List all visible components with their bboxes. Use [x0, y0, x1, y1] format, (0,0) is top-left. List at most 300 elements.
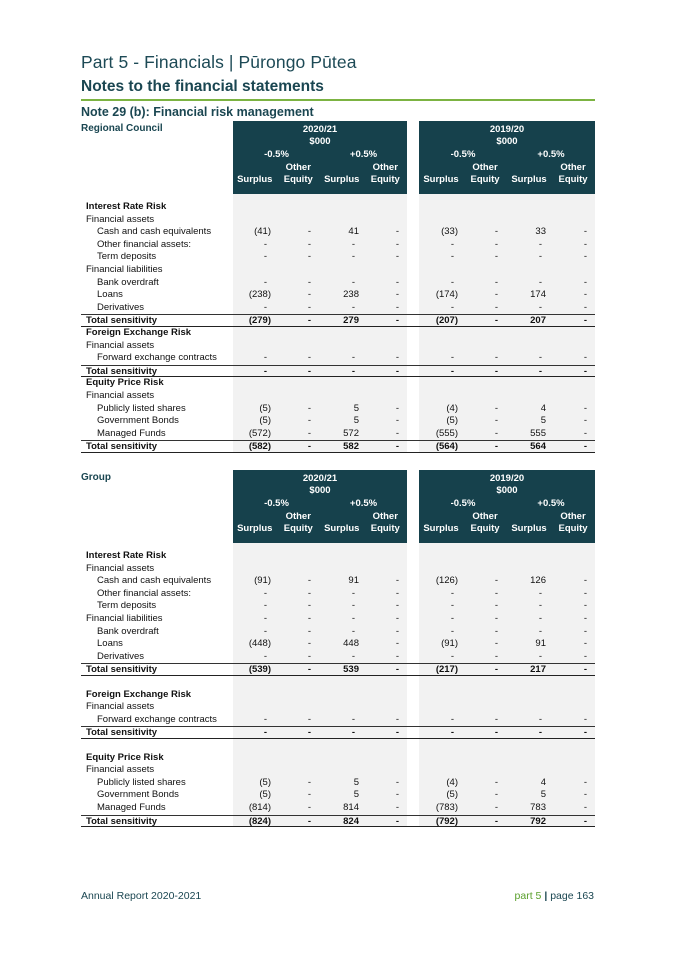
- cell-value: (207): [435, 315, 458, 327]
- cell-value: (564): [435, 441, 458, 453]
- cell-value: -: [494, 226, 498, 238]
- cell-value: -: [583, 365, 587, 377]
- cell-value: -: [307, 415, 311, 427]
- cell-value: -: [538, 238, 542, 250]
- cell-value: -: [583, 789, 587, 801]
- unit-label: $000: [309, 136, 331, 147]
- cell-value: -: [583, 638, 587, 650]
- cell-value: -: [583, 402, 587, 414]
- row-label: Total sensitivity: [86, 664, 158, 676]
- cell-value: -: [307, 575, 311, 587]
- row-label: Financial assets: [86, 339, 155, 351]
- plus-label: +0.5%: [537, 498, 565, 509]
- cell-value: -: [351, 276, 355, 288]
- section-title: Notes to the financial statements: [81, 78, 324, 95]
- cell-value: -: [583, 238, 587, 250]
- table-row: [81, 651, 595, 663]
- cell-value: -: [307, 226, 311, 238]
- cell-value: -: [450, 587, 454, 599]
- page-title: Part 5 - Financials | Pūrongo Pūtea: [81, 52, 357, 72]
- entity-label: Regional Council: [81, 123, 163, 134]
- other-label: Other: [372, 162, 398, 173]
- table-row: [81, 626, 595, 638]
- cell-value: 555: [530, 427, 546, 439]
- table-row: [81, 588, 595, 600]
- cell-value: 564: [530, 441, 546, 453]
- other-label: Other: [285, 162, 311, 173]
- cell-value: -: [395, 664, 399, 676]
- cell-value: -: [395, 301, 399, 313]
- row-label: Equity Price Risk: [86, 751, 164, 763]
- cell-value: -: [351, 301, 355, 313]
- cell-value: -: [307, 301, 311, 313]
- group-label-row: [81, 764, 595, 776]
- cell-value: 279: [343, 315, 359, 327]
- cell-value: -: [583, 441, 587, 453]
- cell-value: -: [307, 713, 311, 725]
- cell-value: -: [395, 600, 399, 612]
- note-title: Note 29 (b): Financial risk management: [81, 105, 314, 119]
- equity-label: Equity: [470, 174, 500, 185]
- cell-value: -: [395, 276, 399, 288]
- cell-value: -: [395, 427, 399, 439]
- other-label: Other: [472, 511, 498, 522]
- table-row: [81, 428, 595, 440]
- title-divider: [81, 99, 595, 101]
- row-label: Term deposits: [97, 600, 157, 612]
- cell-value: 792: [530, 815, 546, 827]
- cell-value: -: [395, 776, 399, 788]
- cell-value: -: [583, 289, 587, 301]
- cell-value: -: [494, 402, 498, 414]
- equity-label: Equity: [558, 174, 588, 185]
- cell-value: (4): [446, 776, 458, 788]
- cell-value: -: [263, 352, 267, 364]
- table-row: [81, 789, 595, 801]
- cell-value: -: [395, 650, 399, 662]
- risk-heading: [81, 377, 595, 389]
- cell-value: -: [395, 289, 399, 301]
- cell-value: -: [583, 276, 587, 288]
- cell-value: -: [494, 789, 498, 801]
- cell-value: -: [395, 727, 399, 739]
- row-label: Forward exchange contracts: [97, 352, 217, 364]
- cell-value: -: [263, 625, 267, 637]
- cell-value: (814): [248, 802, 271, 813]
- plus-label: +0.5%: [537, 149, 565, 160]
- cell-value: -: [395, 226, 399, 238]
- surplus-header: Surplus: [423, 523, 459, 534]
- other-equity-header: [364, 511, 408, 535]
- other-equity-header: [463, 162, 507, 186]
- table-row: [81, 600, 595, 612]
- cell-value: -: [494, 625, 498, 637]
- cell-value: -: [450, 276, 454, 288]
- cell-value: -: [307, 638, 311, 650]
- cell-value: -: [351, 713, 355, 725]
- column-header-prior-year: [419, 470, 595, 543]
- risk-heading: [81, 752, 595, 764]
- cell-value: -: [307, 352, 311, 364]
- cell-value: -: [494, 301, 498, 313]
- row-label: Government Bonds: [97, 415, 179, 427]
- other-label: Other: [472, 162, 498, 173]
- table-row: [81, 251, 595, 263]
- cell-value: -: [307, 587, 311, 599]
- cell-value: -: [307, 365, 311, 377]
- row-label: Bank overdraft: [97, 276, 159, 288]
- cell-value: -: [583, 815, 587, 827]
- surplus-header: Surplus: [237, 174, 273, 185]
- other-label: Other: [560, 511, 586, 522]
- total-row: [81, 663, 595, 675]
- cell-value: -: [583, 315, 587, 327]
- cell-value: (5): [446, 789, 458, 801]
- group-label-row: [81, 613, 595, 625]
- cell-value: 91: [348, 575, 359, 587]
- row-label: Financial assets: [86, 213, 155, 225]
- cell-value: -: [307, 402, 311, 414]
- cell-value: -: [494, 315, 498, 327]
- cell-value: -: [450, 251, 454, 263]
- cell-value: -: [494, 251, 498, 263]
- cell-value: -: [395, 365, 399, 377]
- cell-value: -: [538, 625, 542, 637]
- cell-value: -: [494, 575, 498, 587]
- cell-value: -: [538, 587, 542, 599]
- table-row: [81, 638, 595, 650]
- equity-label: Equity: [283, 523, 313, 534]
- cell-value: -: [583, 776, 587, 788]
- cell-value: (555): [435, 427, 458, 439]
- cell-value: -: [494, 238, 498, 250]
- cell-value: (174): [435, 289, 458, 301]
- cell-value: -: [307, 427, 311, 439]
- cell-value: -: [395, 315, 399, 327]
- risk-heading: [81, 550, 595, 562]
- cell-value: -: [583, 427, 587, 439]
- cell-value: -: [395, 789, 399, 801]
- cell-value: -: [494, 427, 498, 439]
- row-label: Other financial assets:: [97, 238, 191, 250]
- cell-value: -: [395, 638, 399, 650]
- table-row: [81, 714, 595, 726]
- cell-value: -: [538, 251, 542, 263]
- row-label: Total sensitivity: [86, 727, 158, 739]
- cell-value: -: [538, 365, 542, 377]
- year-label: 2020/21: [302, 473, 338, 484]
- minus-label: -0.5%: [264, 498, 289, 509]
- cell-value: -: [307, 238, 311, 250]
- other-equity-header: [277, 162, 321, 186]
- cell-value: 207: [530, 315, 546, 327]
- cell-value: (91): [441, 638, 458, 650]
- cell-value: -: [395, 613, 399, 624]
- cell-value: -: [583, 625, 587, 637]
- cell-value: 33: [535, 226, 546, 238]
- cell-value: -: [583, 713, 587, 725]
- unit-label: $000: [309, 485, 331, 496]
- cell-value: (5): [259, 415, 271, 427]
- cell-value: (5): [259, 789, 271, 801]
- cell-value: (792): [435, 815, 458, 827]
- cell-value: 824: [343, 815, 359, 827]
- cell-value: (5): [259, 402, 271, 414]
- cell-value: -: [538, 713, 542, 725]
- row-label: Interest Rate Risk: [86, 550, 167, 561]
- cell-value: -: [583, 587, 587, 599]
- unit-label: $000: [496, 485, 518, 496]
- cell-value: 174: [530, 289, 546, 301]
- cell-value: 582: [343, 441, 359, 453]
- cell-value: (783): [435, 802, 458, 813]
- year-label: 2020/21: [302, 124, 338, 135]
- cell-value: -: [450, 365, 454, 377]
- column-header-current-year: [233, 121, 407, 194]
- table-row: [81, 302, 595, 314]
- row-label: Publicly listed shares: [97, 776, 186, 788]
- row-label: Total sensitivity: [86, 365, 158, 377]
- cell-value: -: [450, 727, 454, 739]
- cell-value: -: [538, 301, 542, 313]
- cell-value: 783: [530, 802, 546, 813]
- risk-heading: [81, 327, 595, 339]
- cell-value: -: [538, 352, 542, 364]
- footer-page-ref: [515, 890, 594, 902]
- row-label: Foreign Exchange Risk: [86, 327, 192, 338]
- cell-value: (217): [435, 664, 458, 676]
- cell-value: -: [494, 650, 498, 662]
- row-label: Interest Rate Risk: [86, 201, 167, 212]
- row-label: Financial liabilities: [86, 613, 163, 624]
- cell-value: -: [263, 727, 267, 739]
- minus-label: -0.5%: [264, 149, 289, 160]
- surplus-header: Surplus: [324, 523, 360, 534]
- cell-value: -: [538, 276, 542, 288]
- plus-label: +0.5%: [349, 149, 378, 160]
- cell-value: -: [351, 365, 355, 377]
- cell-value: -: [351, 587, 355, 599]
- cell-value: (572): [248, 427, 271, 439]
- cell-value: -: [494, 802, 498, 813]
- cell-value: 217: [530, 664, 546, 676]
- cell-value: -: [583, 415, 587, 427]
- cell-value: (33): [441, 226, 458, 238]
- cell-value: -: [307, 289, 311, 301]
- cell-value: 5: [353, 789, 359, 801]
- cell-value: -: [450, 625, 454, 637]
- cell-value: -: [583, 251, 587, 263]
- cell-value: -: [583, 802, 587, 813]
- cell-value: -: [263, 587, 267, 599]
- cell-value: (824): [248, 815, 271, 827]
- row-label: Financial assets: [86, 701, 155, 713]
- cell-value: (238): [248, 289, 271, 301]
- cell-value: -: [450, 301, 454, 313]
- cell-value: -: [494, 815, 498, 827]
- cell-value: (5): [446, 415, 458, 427]
- total-row: [81, 314, 595, 326]
- cell-value: 5: [540, 789, 546, 801]
- cell-value: -: [307, 315, 311, 327]
- table-row: [81, 802, 595, 814]
- cell-value: (582): [248, 441, 271, 453]
- cell-value: -: [395, 575, 399, 587]
- table-row: [81, 226, 595, 238]
- cell-value: -: [583, 226, 587, 238]
- cell-value: 5: [540, 415, 546, 427]
- cell-value: -: [583, 727, 587, 739]
- cell-value: -: [307, 664, 311, 676]
- other-label: Other: [560, 162, 586, 173]
- total-row: [81, 815, 595, 827]
- group-label-row: [81, 214, 595, 226]
- council-risk-table: [81, 121, 595, 453]
- row-label: Derivatives: [97, 301, 144, 313]
- cell-value: -: [494, 276, 498, 288]
- cell-value: -: [395, 402, 399, 414]
- cell-value: -: [395, 625, 399, 637]
- cell-value: 126: [530, 575, 546, 587]
- equity-label: Equity: [470, 523, 500, 534]
- cell-value: (91): [254, 575, 271, 587]
- cell-value: -: [351, 613, 355, 624]
- cell-value: -: [307, 251, 311, 263]
- cell-value: -: [307, 815, 311, 827]
- other-equity-header: [551, 511, 595, 535]
- cell-value: -: [583, 600, 587, 612]
- cell-value: -: [351, 625, 355, 637]
- risk-heading: [81, 201, 595, 213]
- cell-value: 539: [343, 664, 359, 676]
- row-label: Publicly listed shares: [97, 402, 186, 414]
- cell-value: -: [494, 289, 498, 301]
- entity-label: Group: [81, 472, 111, 483]
- cell-value: -: [263, 238, 267, 250]
- cell-value: (539): [248, 664, 271, 676]
- row-label: Forward exchange contracts: [97, 713, 217, 725]
- row-label: Derivatives: [97, 650, 144, 662]
- footer-part: part 5: [514, 890, 542, 902]
- cell-value: -: [494, 776, 498, 788]
- row-label: Managed Funds: [97, 427, 166, 439]
- cell-value: -: [395, 415, 399, 427]
- row-label: Financial assets: [86, 562, 155, 574]
- table-row: [81, 403, 595, 415]
- cell-value: -: [538, 600, 542, 612]
- cell-value: -: [494, 441, 498, 453]
- cell-value: -: [395, 441, 399, 453]
- cell-value: (4): [446, 402, 458, 414]
- cell-value: -: [395, 802, 399, 813]
- cell-value: 448: [343, 638, 359, 650]
- cell-value: -: [263, 600, 267, 612]
- footer-separator: |: [544, 890, 548, 902]
- cell-value: -: [450, 352, 454, 364]
- footer-report-name: Annual Report 2020-2021: [81, 890, 202, 902]
- table-row: [81, 415, 595, 427]
- cell-value: -: [494, 587, 498, 599]
- cell-value: -: [395, 713, 399, 725]
- row-label: Financial assets: [86, 764, 155, 776]
- row-label: Cash and cash equivalents: [97, 226, 212, 238]
- cell-value: -: [538, 650, 542, 662]
- cell-value: 5: [353, 776, 359, 788]
- column-header-prior-year: [419, 121, 595, 194]
- cell-value: 41: [348, 226, 359, 238]
- row-label: Equity Price Risk: [86, 377, 164, 389]
- cell-value: -: [351, 727, 355, 739]
- cell-value: -: [583, 352, 587, 364]
- cell-value: -: [450, 713, 454, 725]
- surplus-header: Surplus: [511, 523, 547, 534]
- cell-value: -: [307, 650, 311, 662]
- column-header-current-year: [233, 470, 407, 543]
- cell-value: -: [395, 587, 399, 599]
- cell-value: -: [395, 815, 399, 827]
- cell-value: -: [494, 727, 498, 739]
- surplus-header: Surplus: [324, 174, 360, 185]
- row-label: Managed Funds: [97, 802, 166, 813]
- cell-value: -: [494, 352, 498, 364]
- cell-value: -: [307, 625, 311, 637]
- cell-value: -: [263, 713, 267, 725]
- cell-value: -: [351, 600, 355, 612]
- equity-label: Equity: [370, 174, 400, 185]
- cell-value: 814: [343, 802, 359, 813]
- cell-value: -: [351, 251, 355, 263]
- table-row: [81, 352, 595, 364]
- group-label-row: [81, 340, 595, 352]
- cell-value: -: [307, 789, 311, 801]
- table-row: [81, 239, 595, 251]
- cell-value: (126): [435, 575, 458, 587]
- row-label: Government Bonds: [97, 789, 179, 801]
- row-label: Total sensitivity: [86, 441, 158, 453]
- cell-value: 91: [535, 638, 546, 650]
- unit-label: $000: [496, 136, 518, 147]
- group-label-row: [81, 390, 595, 402]
- row-label: Cash and cash equivalents: [97, 575, 212, 587]
- table-row: [81, 777, 595, 789]
- equity-label: Equity: [558, 523, 588, 534]
- cell-value: -: [307, 776, 311, 788]
- surplus-header: Surplus: [511, 174, 547, 185]
- cell-value: -: [494, 638, 498, 650]
- year-label: 2019/20: [489, 124, 525, 135]
- risk-heading: [81, 689, 595, 701]
- table-row: [81, 277, 595, 289]
- cell-value: -: [494, 664, 498, 676]
- cell-value: -: [494, 415, 498, 427]
- other-label: Other: [372, 511, 398, 522]
- group-label-row: [81, 264, 595, 276]
- group-label-row: [81, 701, 595, 713]
- cell-value: -: [263, 365, 267, 377]
- cell-value: -: [583, 301, 587, 313]
- cell-value: -: [583, 575, 587, 587]
- equity-label: Equity: [370, 523, 400, 534]
- cell-value: 5: [353, 402, 359, 414]
- other-equity-header: [364, 162, 408, 186]
- equity-label: Equity: [283, 174, 313, 185]
- other-equity-header: [551, 162, 595, 186]
- cell-value: -: [450, 613, 454, 624]
- cell-value: -: [307, 441, 311, 453]
- surplus-header: Surplus: [423, 174, 459, 185]
- minus-label: -0.5%: [450, 149, 476, 160]
- other-equity-header: [277, 511, 321, 535]
